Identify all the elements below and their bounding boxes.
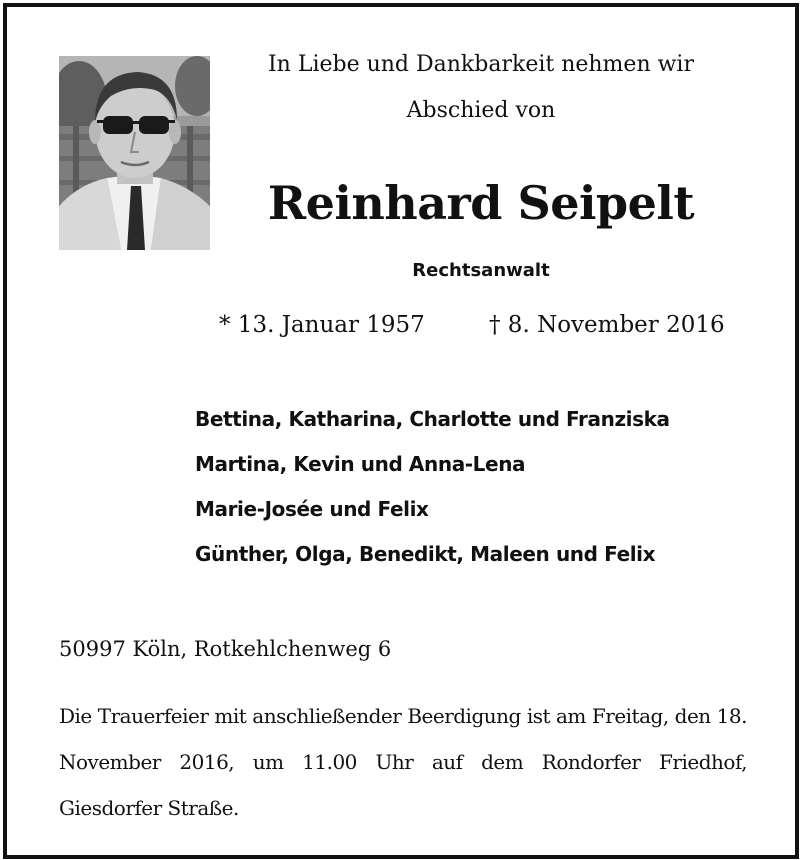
portrait-photo: [59, 56, 210, 250]
mourner-line: Marie-Josée und Felix: [195, 497, 429, 521]
mourner-line: Bettina, Katharina, Charlotte und Franziska: [195, 407, 670, 431]
mourner-line: Martina, Kevin und Anna-Lena: [195, 452, 526, 476]
mourners-list: [195, 397, 755, 577]
deceased-name: Reinhard Seipelt: [267, 176, 695, 230]
deceased-profession: Rechtsanwalt: [412, 260, 550, 281]
funeral-notice: Die Trauerfeier mit anschließender Beerdigung ist am Freitag, den 18. November 2016, um 11.00 Uhr auf dem Rondorfer Friedhof, Giesdorfer Straße.: [59, 704, 747, 820]
intro-line-2: Abschied von: [406, 98, 556, 123]
birth-date: * 13. Januar 1957: [219, 312, 425, 338]
address: 50997 Köln, Rotkehlchenweg 6: [59, 637, 392, 661]
death-date: † 8. November 2016: [489, 312, 725, 338]
obituary-notice: [3, 3, 799, 859]
intro-line-1: In Liebe und Dankbarkeit nehmen wir: [267, 52, 694, 77]
mourner-line: Günther, Olga, Benedikt, Maleen und Felix: [195, 542, 656, 566]
